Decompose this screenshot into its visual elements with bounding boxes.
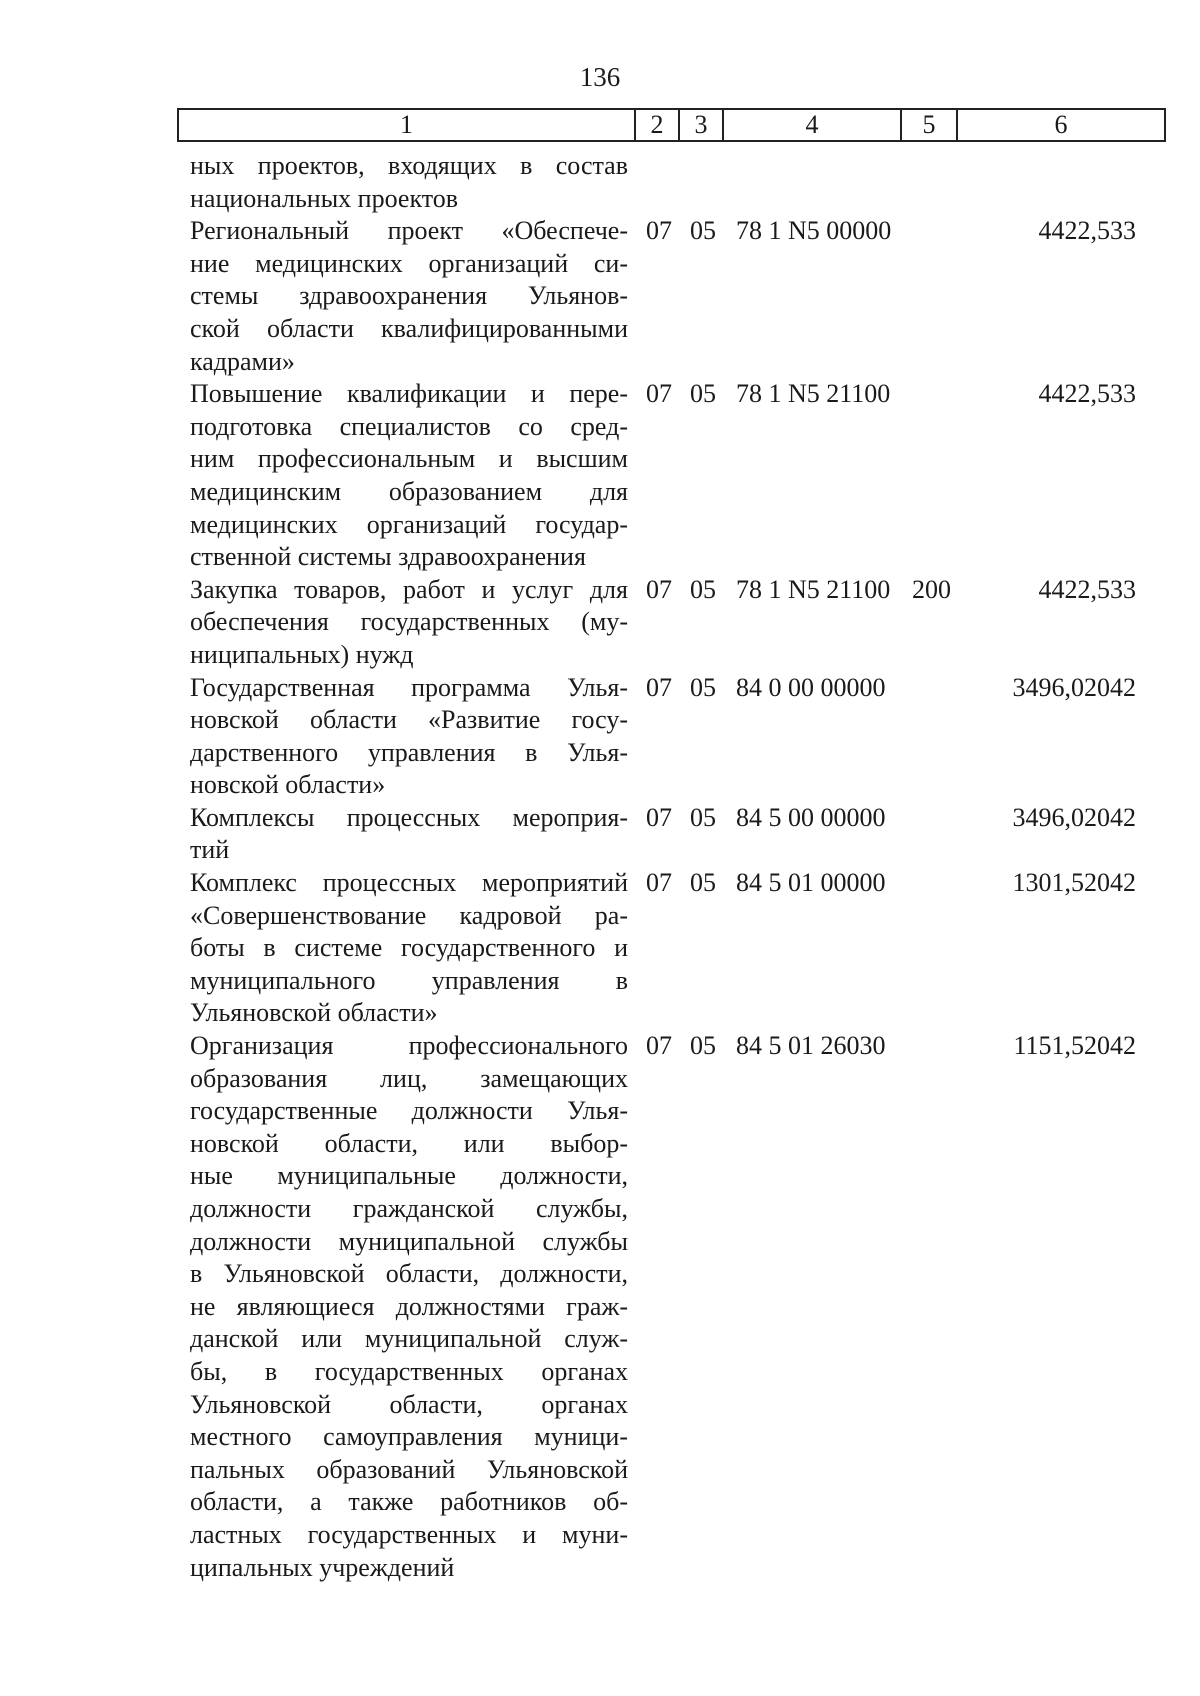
description-line: в Ульяновской области, должности,	[190, 1259, 628, 1289]
amount-value: 4422,533	[1038, 574, 1136, 604]
description-line: местного самоуправления муници-	[190, 1422, 628, 1452]
section-code: 07	[646, 1031, 672, 1061]
column-header-6: 6	[957, 109, 1165, 141]
target-article-code: 78 1 N5 00000	[736, 216, 892, 246]
expense-type-code: 200	[912, 574, 951, 604]
description-line: обеспечения государственных (му-	[190, 607, 628, 637]
amount-value: 3496,02042	[1012, 802, 1136, 832]
table-row	[190, 802, 1190, 867]
description-line: ластных государственных и муни-	[190, 1519, 628, 1549]
row-codes	[190, 672, 1190, 705]
description-line: Повышение квалификации и пере-	[190, 379, 628, 409]
target-article-code: 78 1 N5 21100	[736, 379, 891, 409]
section-code: 07	[646, 379, 672, 409]
description-line: Ульяновской области, органах	[190, 1389, 628, 1419]
description-line: ные муниципальные должности,	[190, 1161, 628, 1191]
description-line: стемы здравоохранения Ульянов-	[190, 281, 628, 311]
subsection-code: 05	[690, 1031, 716, 1061]
table-row	[190, 150, 1190, 215]
amount-value: 4422,533	[1038, 379, 1136, 409]
column-header-table	[177, 108, 1166, 142]
amount-value: 3496,02042	[1012, 672, 1136, 702]
description-line: бы, в государственных органах	[190, 1356, 628, 1386]
column-header-2: 2	[635, 109, 679, 141]
row-codes	[190, 150, 1190, 183]
target-article-code: 84 5 00 00000	[736, 802, 886, 832]
description-line: образования лиц, замещающих	[190, 1063, 628, 1093]
description-line: ципальных учреждений	[190, 1552, 455, 1582]
subsection-code: 05	[690, 216, 716, 246]
description-line: боты в системе государственного и	[190, 933, 628, 963]
description-line: должности муниципальной службы	[190, 1226, 628, 1256]
description-line: области, а также работников об-	[190, 1487, 628, 1517]
subsection-code: 05	[690, 672, 716, 702]
description-line: пальных образований Ульяновской	[190, 1454, 628, 1484]
subsection-code: 05	[690, 802, 716, 832]
description-line: ние медицинских организаций си-	[190, 248, 628, 278]
row-codes	[190, 802, 1190, 835]
column-header-1: 1	[178, 109, 635, 141]
target-article-code: 84 5 01 26030	[736, 1031, 886, 1061]
description-line: Комплексы процессных мероприя-	[190, 802, 628, 832]
description-line: «Совершенствование кадровой ра-	[190, 900, 628, 930]
column-header-4: 4	[723, 109, 901, 141]
section-code: 07	[646, 868, 672, 898]
description-line: муниципального управления в	[190, 965, 628, 995]
description-line: национальных проектов	[190, 183, 459, 213]
section-code: 07	[646, 216, 672, 246]
description-line: ниципальных) нужд	[190, 639, 414, 669]
description-line: данской или муниципальной служ-	[190, 1324, 628, 1354]
description-line: дарственного управления в Улья-	[190, 737, 628, 767]
table-body	[190, 150, 1190, 1584]
description-line: Региональный проект «Обеспече-	[190, 216, 628, 246]
description-line: государственные должности Улья-	[190, 1096, 628, 1126]
description-line: ственной системы здравоохранения	[190, 542, 586, 572]
section-code: 07	[646, 672, 672, 702]
description-line: новской области, или выбор-	[190, 1128, 628, 1158]
description-line: Комплекс процессных мероприятий	[190, 868, 628, 898]
table-row	[190, 867, 1190, 1030]
description-line: ных проектов, входящих в состав	[190, 151, 628, 180]
target-article-code: 78 1 N5 21100	[736, 574, 891, 604]
description-line: ской области квалифицированными	[190, 313, 628, 343]
row-codes	[190, 378, 1190, 411]
subsection-code: 05	[690, 379, 716, 409]
page-number: 136	[579, 62, 621, 92]
section-code: 07	[646, 574, 672, 604]
column-header-3: 3	[679, 109, 723, 141]
description-line: подготовка специалистов со сред-	[190, 411, 628, 441]
description-line: медицинским образованием для	[190, 476, 628, 506]
target-article-code: 84 0 00 00000	[736, 672, 886, 702]
description-line: медицинских организаций государ-	[190, 509, 628, 539]
description-line: новской области»	[190, 770, 386, 800]
description-line: Ульяновской области»	[190, 998, 438, 1028]
subsection-code: 05	[690, 574, 716, 604]
row-codes	[190, 574, 1190, 607]
description-line: новской области «Развитие госу-	[190, 705, 628, 735]
description-line: ним профессиональным и высшим	[190, 444, 628, 474]
description-line: кадрами»	[190, 346, 295, 376]
table-row	[190, 672, 1190, 802]
subsection-code: 05	[690, 868, 716, 898]
description-line: тий	[190, 835, 230, 865]
description-line: Организация профессионального	[190, 1031, 628, 1061]
table-row	[190, 1030, 1190, 1584]
column-header-5: 5	[901, 109, 957, 141]
description-line: Государственная программа Улья-	[190, 672, 628, 702]
amount-value: 4422,533	[1038, 216, 1136, 246]
row-codes	[190, 215, 1190, 248]
target-article-code: 84 5 01 00000	[736, 868, 886, 898]
column-header-row	[178, 109, 1165, 141]
table-row	[190, 215, 1190, 378]
amount-value: 1301,52042	[1012, 868, 1136, 898]
section-code: 07	[646, 802, 672, 832]
row-codes	[190, 867, 1190, 900]
amount-value: 1151,52042	[1013, 1031, 1136, 1061]
table-row	[190, 574, 1190, 672]
description-line: должности гражданской службы,	[190, 1194, 628, 1223]
row-description	[190, 1030, 628, 1584]
description-line: не являющиеся должностями граж-	[190, 1291, 628, 1321]
table-row	[190, 378, 1190, 574]
row-codes	[190, 1030, 1190, 1063]
description-line: Закупка товаров, работ и услуг для	[190, 574, 628, 604]
